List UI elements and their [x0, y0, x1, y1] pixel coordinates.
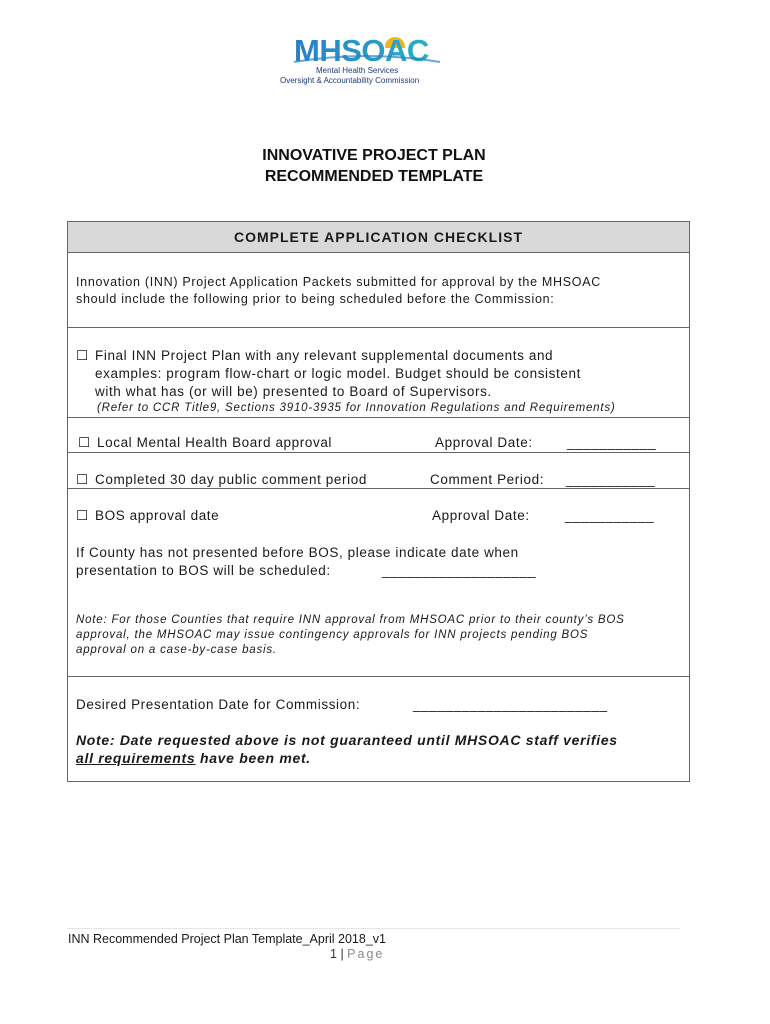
footer-template-name: INN Recommended Project Plan Template_April 2018_v1 [68, 932, 386, 946]
mhsoac-logo [280, 30, 450, 88]
final-note-line-2 [76, 749, 311, 767]
mental-health-board-checkbox[interactable]: ☐ [78, 435, 91, 450]
desired-date-label: Desired Presentation Date for Commission: [76, 697, 361, 712]
bos-approval-date-field[interactable]: ___________ [565, 508, 655, 523]
mhb-approval-date-field[interactable]: ___________ [567, 435, 657, 450]
bos-approval-label: BOS approval date [95, 508, 220, 523]
regulations-reference: (Refer to CCR Title9, Sections 3910-3935 for Innovation Regulations and Requirements) [97, 402, 616, 414]
final-note-line-1: Note: Date requested above is not guaranteed until MHSOAC staff verifies [76, 732, 618, 748]
final-plan-line-3: with what has (or will be) presented to Board of Supervisors. [95, 384, 492, 399]
page-label: Page [347, 947, 385, 961]
desired-date-field[interactable]: ________________________ [413, 697, 608, 712]
comment-period-field[interactable]: ___________ [566, 472, 656, 487]
final-plan-line-2: examples: program flow-chart or logic model. Budget should be consistent [95, 366, 581, 381]
page-number-value: 1 [330, 947, 337, 961]
footer-divider [67, 928, 680, 929]
contingency-note-line-2: approval, the MHSOAC may issue contingency approvals for INN projects pending BOS [76, 629, 589, 641]
all-requirements-emphasis: all requirements [76, 750, 196, 766]
page-title-line-1: INNOVATIVE PROJECT PLAN [262, 147, 486, 164]
bos-approval-date-label: Approval Date: [432, 508, 530, 523]
logo-subtitle-2: Oversight & Accountability Commission [280, 76, 420, 85]
intro-text-line-2: should include the following prior to being scheduled before the Commission: [76, 292, 555, 306]
bos-scheduled-date-field[interactable]: ___________________ [382, 563, 537, 578]
county-bos-line-2: presentation to BOS will be scheduled: [76, 563, 331, 578]
final-note-rest: have been met. [195, 750, 311, 766]
public-comment-label: Completed 30 day public comment period [95, 472, 367, 487]
mental-health-board-label: Local Mental Health Board approval [97, 435, 333, 450]
page-title-line-2: RECOMMENDED TEMPLATE [264, 168, 484, 185]
logo-wordmark-graphic [292, 34, 442, 68]
application-checklist-box [67, 221, 690, 782]
county-bos-line-1: If County has not presented before BOS, please indicate date when [76, 545, 519, 560]
bos-approval-checkbox[interactable]: ☐ [76, 508, 89, 523]
page-number [330, 946, 384, 962]
page-separator: | [340, 947, 344, 961]
contingency-note-line-3: approval on a case-by-case basis. [76, 644, 277, 656]
logo-text: MHSOAC [294, 34, 429, 68]
checklist-header: COMPLETE APPLICATION CHECKLIST [68, 222, 689, 253]
public-comment-checkbox[interactable]: ☐ [76, 472, 89, 487]
logo-subtitle-1: Mental Health Services [316, 66, 399, 75]
intro-text-line-1: Innovation (INN) Project Application Packets submitted for approval by the MHSOAC [76, 275, 601, 289]
final-plan-line-1: Final INN Project Plan with any relevant supplemental documents and [95, 348, 554, 363]
contingency-note-line-1: Note: For those Counties that require INN approval from MHSOAC prior to their county’s BOS [76, 614, 625, 626]
comment-period-label: Comment Period: [430, 472, 545, 487]
final-plan-checkbox[interactable]: ☐ [76, 348, 89, 363]
mhb-approval-date-label: Approval Date: [435, 435, 533, 450]
